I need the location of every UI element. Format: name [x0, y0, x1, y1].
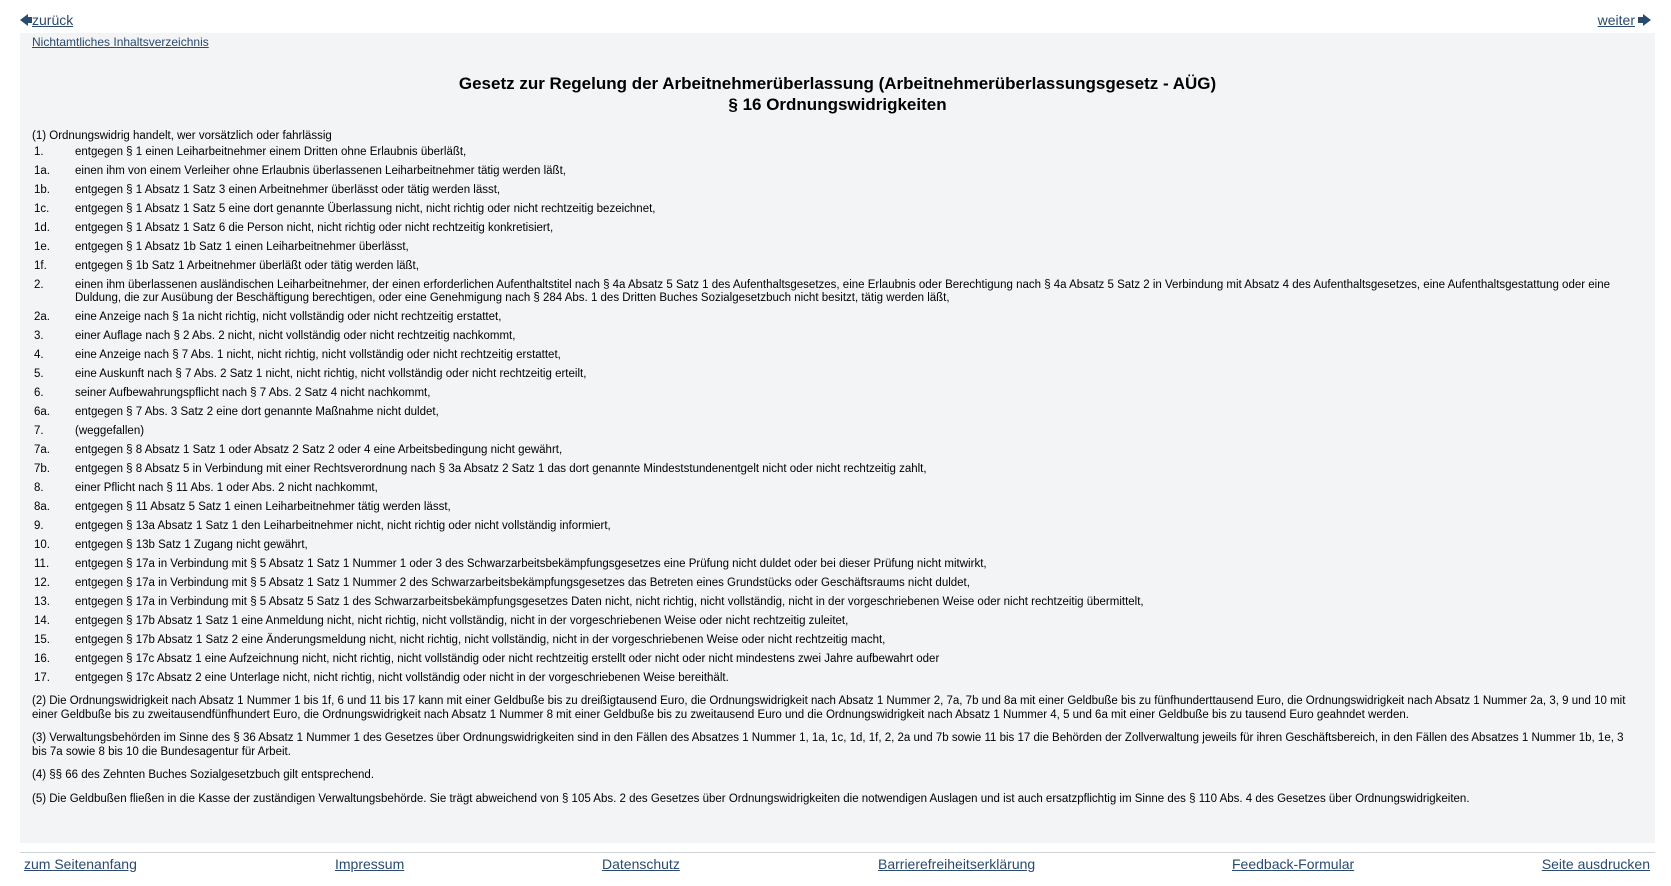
list-item	[32, 463, 1643, 476]
item-number: 16.	[34, 653, 50, 665]
list-item	[32, 482, 1643, 495]
list-item	[32, 165, 1643, 178]
item-number: 7b.	[34, 463, 50, 475]
list-item	[32, 368, 1643, 381]
list-item	[32, 653, 1643, 666]
footer-link-top[interactable]: zum Seitenanfang	[24, 856, 137, 872]
toc-link[interactable]: Nichtamtliches Inhaltsverzeichnis	[32, 35, 209, 49]
item-text: entgegen § 17a in Verbindung mit § 5 Absatz 5 Satz 1 des Schwarzarbeitsbekämpfungsgesetzes Daten nicht, nicht richtig, nicht vollständig, nicht in der vorgeschriebenen Weise oder nicht rechtzeitig übermittelt,	[75, 596, 1144, 608]
item-number: 7.	[34, 425, 44, 437]
forward-link[interactable]	[1598, 12, 1651, 28]
arrow-right-icon	[1643, 14, 1651, 26]
list-item	[32, 501, 1643, 514]
item-text: entgegen § 1b Satz 1 Arbeitnehmer überläßt oder tätig werden läßt,	[75, 260, 419, 272]
item-text: entgegen § 17b Absatz 1 Satz 1 eine Anmeldung nicht, nicht richtig, nicht vollständig, nicht in der vorgeschriebenen Weise oder nicht rechtzeitig zuleitet,	[75, 615, 849, 627]
list-item	[32, 330, 1643, 343]
item-text: entgegen § 1 Absatz 1b Satz 1 einen Leiharbeitnehmer überlässt,	[75, 241, 409, 253]
footer-link-impressum[interactable]: Impressum	[335, 856, 405, 872]
item-number: 3.	[34, 330, 44, 342]
item-text: entgegen § 1 Absatz 1 Satz 5 eine dort genannte Überlassung nicht, nicht richtig oder nicht rechtzeitig bezeichnet,	[75, 203, 656, 215]
item-number: 6.	[34, 387, 44, 399]
list-item	[32, 387, 1643, 400]
item-number: 2.	[34, 279, 44, 291]
item-text: einen ihm überlassenen ausländischen Leiharbeitnehmer, der einen erforderlichen Aufenthaltstitel nach § 4a Absatz 5 Satz 1 des Aufenthaltsgesetzes, eine Erlaubnis oder Berechtigung nach § 4a Absatz 5 Satz 2 in Verbindung mit Absatz 4 des Aufenthaltsgesetzes, eine Aufenthaltsgestattung oder eine Duldung, die zur Ausübung der Beschäftigung berechtigen, oder eine Genehmigung nach § 284 Abs. 1 des Dritten Buches Sozialgesetzbuch nicht besitzt, tätig werden läßt,	[75, 279, 1611, 304]
item-text: entgegen § 1 einen Leiharbeitnehmer einem Dritten ohne Erlaubnis überläßt,	[75, 146, 467, 158]
footer	[24, 856, 1650, 878]
item-text: einer Pflicht nach § 11 Abs. 1 oder Abs. 2 nicht nachkommt,	[75, 482, 378, 494]
item-text: einer Auflage nach § 2 Abs. 2 nicht, nicht vollständig oder nicht rechtzeitig nachkommt,	[75, 330, 516, 342]
item-number: 14.	[34, 615, 50, 627]
item-text: eine Anzeige nach § 7 Abs. 1 nicht, nicht richtig, nicht vollständig oder nicht rechtzeitig erstattet,	[75, 349, 561, 361]
list-item	[32, 425, 1643, 438]
item-text: entgegen § 13b Satz 1 Zugang nicht gewährt,	[75, 539, 308, 551]
paragraph: (3) Verwaltungsbehörden im Sinne des § 36 Absatz 1 Nummer 1 des Gesetzes über Ordnungswidrigkeiten sind in den Fällen des Absatzes 1 Nummer 1, 1a, 1c, 1d, 1f, 2, 2a und 7b sowie 11 bis 17 die Behörden der Zollverwaltung jeweils für ihren Geschäftsbereich, in den Fällen des Absatzes 1 Nummer 1b, 1e, 3 bis 7a sowie 8 bis 10 die Bundesagentur für Arbeit.	[32, 732, 1624, 758]
item-number: 1b.	[34, 184, 50, 196]
list-item	[32, 520, 1643, 533]
list-item	[32, 672, 1643, 685]
item-text: entgegen § 17c Absatz 2 eine Unterlage nicht, nicht richtig, nicht vollständig oder nicht in der vorgeschriebenen Weise bereithält.	[75, 672, 729, 684]
list-item	[32, 539, 1643, 552]
list-item	[32, 615, 1643, 628]
list-item	[32, 311, 1643, 324]
page-title	[32, 73, 1643, 115]
item-number: 9.	[34, 520, 44, 532]
list-item	[32, 406, 1643, 419]
list-item	[32, 349, 1643, 362]
footer-link-feedback[interactable]: Feedback-Formular	[1232, 856, 1355, 872]
list-item	[32, 444, 1643, 457]
item-text: einen ihm von einem Verleiher ohne Erlaubnis überlassenen Leiharbeitnehmer tätig werden läßt,	[75, 165, 566, 177]
item-number: 4.	[34, 349, 44, 361]
item-number: 1.	[34, 146, 44, 158]
item-text: entgegen § 13a Absatz 1 Satz 1 den Leiharbeitnehmer nicht, nicht richtig oder nicht vollständig informiert,	[75, 520, 611, 532]
item-number: 8.	[34, 482, 44, 494]
law-content	[20, 33, 1655, 843]
item-number: 1c.	[34, 203, 50, 215]
top-navigation	[20, 12, 1651, 32]
list-item	[32, 203, 1643, 216]
item-text: entgegen § 17a in Verbindung mit § 5 Absatz 1 Satz 1 Nummer 2 des Schwarzarbeitsbekämpfungsgesetzes das Betreten eines Grundstücks oder Geschäftsraums nicht duldet,	[75, 577, 970, 589]
item-text: eine Anzeige nach § 1a nicht richtig, nicht vollständig oder nicht rechtzeitig erstattet,	[75, 311, 502, 323]
section-title: § 16 Ordnungswidrigkeiten	[728, 95, 947, 114]
item-number: 5.	[34, 368, 44, 380]
list-item	[32, 184, 1643, 197]
item-text: entgegen § 17b Absatz 1 Satz 2 eine Änderungsmeldung nicht, nicht richtig, nicht vollständig, nicht in der vorgeschriebenen Weise oder nicht rechtzeitig macht,	[75, 634, 886, 646]
law-title: Gesetz zur Regelung der Arbeitnehmerüberlassung (Arbeitnehmerüberlassungsgesetz - AÜG)	[458, 74, 1217, 93]
arrow-left-icon	[20, 14, 28, 26]
item-text: seiner Aufbewahrungspflicht nach § 7 Abs. 2 Satz 4 nicht nachkommt,	[75, 387, 431, 399]
item-text: entgegen § 17a in Verbindung mit § 5 Absatz 1 Satz 1 Nummer 1 oder 3 des Schwarzarbeitsbekämpfungsgesetzes eine Prüfung nicht duldet oder bei dieser Prüfung nicht mitwirkt,	[75, 558, 987, 570]
item-number: 8a.	[34, 501, 50, 513]
list-item	[32, 634, 1643, 647]
item-number: 1a.	[34, 165, 50, 177]
item-number: 1d.	[34, 222, 50, 234]
list-item	[32, 279, 1643, 305]
footer-link-barrierefreiheit[interactable]: Barrierefreiheitserklärung	[878, 856, 1036, 872]
intro-text: (1) Ordnungswidrig handelt, wer vorsätzlich oder fahrlässig	[32, 130, 332, 142]
list-item	[32, 558, 1643, 571]
item-text: eine Auskunft nach § 7 Abs. 2 Satz 1 nicht, nicht richtig, nicht vollständig oder nicht rechtzeitig erteilt,	[75, 368, 587, 380]
paragraph: (2) Die Ordnungswidrigkeit nach Absatz 1 Nummer 1 bis 1f, 6 und 11 bis 17 kann mit einer Geldbuße bis zu dreißigtausend Euro, die Ordnungswidrigkeit nach Absatz 1 Nummer 2, 7a, 7b und 8a mit einer Geldbuße bis zu fünfhunderttausend Euro, die Ordnungswidrigkeit nach Absatz 1 Nummer 2a, 3, 9 und 10 mit einer Geldbuße bis zu zweitausendfünfhundert Euro, die Ordnungswidrigkeit nach Absatz 1 Nummer 8 mit einer Geldbuße bis zu zweitausend Euro und die Ordnungswidrigkeit nach Absatz 1 Nummer 4, 5 und 6a mit einer Geldbuße bis zu tausend Euro geahndet werden.	[32, 695, 1626, 721]
forward-label: weiter	[1597, 12, 1635, 28]
item-number: 17.	[34, 672, 50, 684]
item-text: entgegen § 1 Absatz 1 Satz 3 einen Arbeitnehmer überlässt oder tätig werden lässt,	[75, 184, 501, 196]
item-number: 11.	[34, 558, 50, 570]
item-list	[32, 146, 1643, 685]
item-number: 1f.	[34, 260, 47, 272]
item-number: 7a.	[34, 444, 50, 456]
item-text: entgegen § 17c Absatz 1 eine Aufzeichnung nicht, nicht richtig, nicht vollständig oder nicht rechtzeitig erstellt oder nicht oder nicht mindestens zwei Jahre aufbewahrt oder	[75, 653, 940, 665]
list-item	[32, 596, 1643, 609]
item-text: entgegen § 11 Absatz 5 Satz 1 einen Leiharbeitnehmer tätig werden lässt,	[75, 501, 451, 513]
list-item	[32, 146, 1643, 159]
item-number: 1e.	[34, 241, 50, 253]
back-label: zurück	[32, 12, 74, 28]
item-number: 15.	[34, 634, 50, 646]
item-text: entgegen § 7 Abs. 3 Satz 2 eine dort genannte Maßnahme nicht duldet,	[75, 406, 439, 418]
list-item	[32, 222, 1643, 235]
item-number: 12.	[34, 577, 50, 589]
item-number: 2a.	[34, 311, 50, 323]
footer-link-datenschutz[interactable]: Datenschutz	[602, 856, 680, 872]
paragraph: (5) Die Geldbußen fließen in die Kasse der zuständigen Verwaltungsbehörde. Sie trägt abweichend von § 105 Abs. 2 des Gesetzes über Ordnungswidrigkeiten die notwendigen Auslagen und ist auch ersatzpflichtig im Sinne des § 110 Abs. 4 des Gesetzes über Ordnungswidrigkeiten.	[32, 792, 1470, 805]
paragraph: (4) §§ 66 des Zehnten Buches Sozialgesetzbuch gilt entsprechend.	[32, 769, 375, 781]
list-item	[32, 577, 1643, 590]
paragraph-list	[32, 695, 1643, 806]
item-text: entgegen § 8 Absatz 5 in Verbindung mit einer Rechtsverordnung nach § 3a Absatz 2 Satz 1 das dort genannte Mindeststundenentgelt nicht oder nicht rechtzeitig zahlt,	[75, 463, 927, 475]
item-number: 6a.	[34, 406, 50, 418]
list-item	[32, 241, 1643, 254]
footer-link-print[interactable]: Seite ausdrucken	[1541, 856, 1650, 872]
list-item	[32, 260, 1643, 273]
item-text: entgegen § 8 Absatz 1 Satz 1 oder Absatz 2 Satz 2 oder 4 eine Arbeitsbedingung nicht gewährt,	[75, 444, 563, 456]
back-link[interactable]	[20, 12, 73, 28]
item-number: 13.	[34, 596, 50, 608]
footer-divider	[20, 852, 1655, 853]
item-text: entgegen § 1 Absatz 1 Satz 6 die Person nicht, nicht richtig oder nicht rechtzeitig konkretisiert,	[75, 222, 554, 234]
item-text: (weggefallen)	[75, 425, 145, 437]
item-number: 10.	[34, 539, 50, 551]
